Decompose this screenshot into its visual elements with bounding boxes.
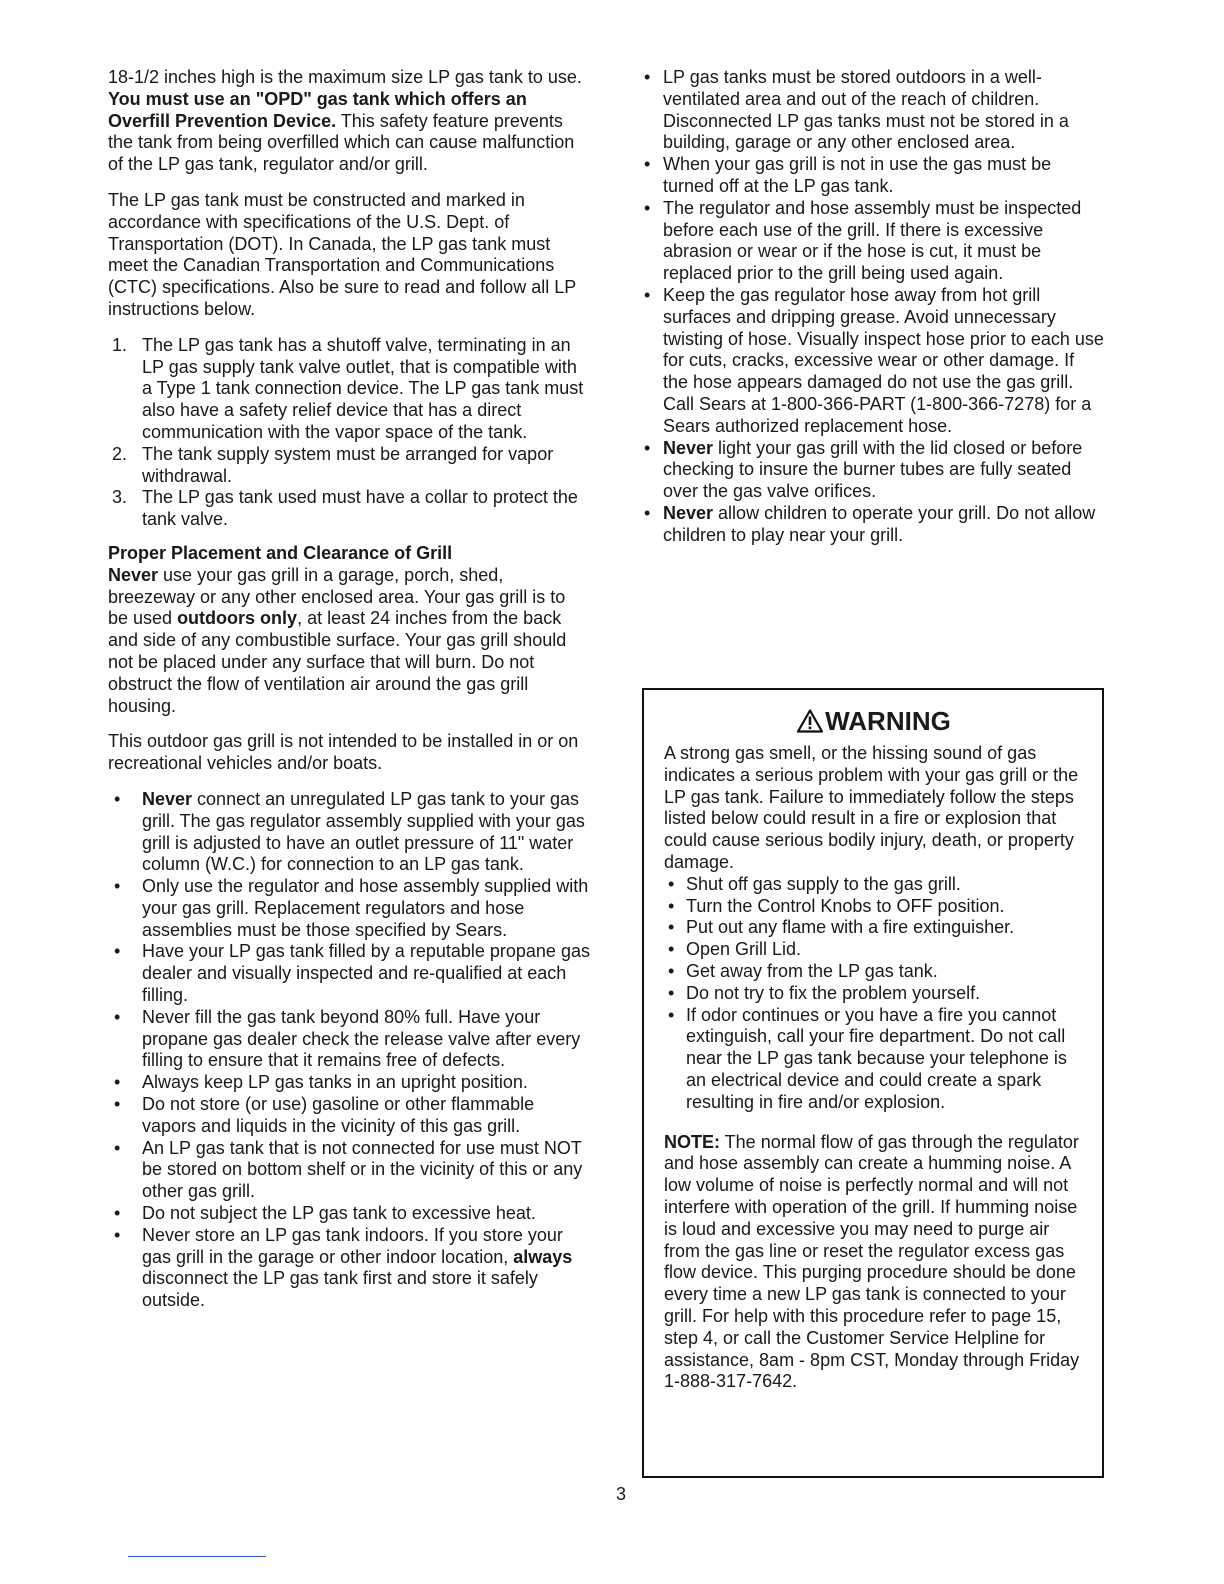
storage-bullet-list — [642, 67, 1104, 547]
note-label: NOTE: — [664, 1131, 720, 1152]
rv-paragraph: This outdoor gas grill is not intended to be installed in or on recreational vehicles and/or boats. — [108, 731, 579, 774]
page-number: 3 — [616, 1484, 627, 1504]
list-item: • Open Grill Lid. — [664, 939, 1084, 961]
never-emphasis: Never — [663, 502, 714, 523]
footer-rule — [128, 1556, 266, 1557]
list-item — [642, 503, 1104, 547]
list-item: • Do not store (or use) gasoline or other flammable vapors and liquids in the vicinity of this gas grill. — [108, 1094, 590, 1138]
list-item: • Do not try to fix the problem yourself. — [664, 983, 1084, 1005]
list-item: • Only use the regulator and hose assembly supplied with your gas grill. Replacement regulators and hose assemblies must be those specified by Sears. — [108, 876, 590, 941]
list-item: • Shut off gas supply to the gas grill. — [664, 874, 1084, 896]
item-text: The tank supply system must be arranged for vapor withdrawal. — [142, 443, 554, 486]
item-number: 3. — [112, 487, 128, 508]
list-item: • Have your LP gas tank filled by a reputable propane gas dealer and visually inspected and re-qualified at each filling. — [108, 941, 590, 1006]
placement-paragraph — [108, 565, 590, 718]
list-item — [108, 444, 590, 488]
list-item — [108, 335, 590, 444]
bullet-text-cont: disconnect the LP gas tank first and store it safely outside. — [142, 1268, 538, 1311]
tank-requirements-list — [108, 335, 590, 531]
list-item — [108, 789, 590, 876]
item-text: The LP gas tank has a shutoff valve, terminating in an LP gas supply tank valve outlet, that is compatible with a Type 1 tank connection device. The LP gas tank must also have a safety relief device that has a direct communication with the vapor space of the tank. — [142, 334, 584, 442]
bullet-text: light your gas grill with the lid closed or before checking to insure the burner tubes are fully seated over the gas valve orifices. — [663, 437, 1083, 502]
warning-triangle-icon — [797, 707, 823, 741]
bullet-text: connect an unregulated LP gas tank to your gas grill. The gas regulator assembly supplied with your gas grill is adjusted to have an outlet pressure of 11" water column (W.C.) for connection to an LP gas tank. — [142, 788, 585, 875]
outdoors-only-emphasis: outdoors only — [177, 608, 298, 629]
safety-bullet-list — [108, 789, 590, 1312]
list-item: • If odor continues or you have a fire you cannot extinguish, call your fire department. Do not call near the LP gas tank because your telephone is an electrical device and could create a spark resulting in fire and/or explosion. — [664, 1005, 1084, 1114]
never-emphasis: Never — [142, 788, 193, 809]
bullet-text: allow children to operate your grill. Do not allow children to play near your grill. — [663, 502, 1096, 545]
list-item: • The regulator and hose assembly must be inspected before each use of the grill. If there is excessive abrasion or wear or if the hose is cut, it must be replaced prior to the grill being used again. — [642, 198, 1104, 285]
intro-text-cont: This safety feature prevents the tank from being overfilled which can cause malfunction of the LP gas tank, regulator and/or grill. — [108, 110, 575, 175]
note-text: The normal flow of gas through the regulator and hose assembly can create a humming noise. A low volume of noise is perfectly normal and will not interfere with operation of the grill. If humming noise is loud and excessive you may need to purge air from the gas line or reset the regulator excess gas flow device. This purging procedure should be done every time a new LP gas tank is connected to your grill. For help with this procedure refer to page 15, step 4, or call the Customer Service Helpline for assistance, 8am - 8pm CST, Monday through Friday 1-888-317-7642. — [664, 1131, 1080, 1392]
section-heading: Proper Placement and Clearance of Grill — [108, 542, 453, 563]
list-item — [108, 487, 590, 531]
warning-title — [664, 704, 1084, 741]
always-emphasis: always — [513, 1246, 573, 1267]
item-text: The LP gas tank used must have a collar to protect the tank valve. — [142, 487, 578, 530]
warning-title-text: WARNING — [825, 706, 951, 736]
never-emphasis: Never — [108, 564, 159, 585]
never-emphasis: Never — [663, 437, 714, 458]
placement-text: use your gas grill in a garage, porch, shed, breezeway or any other enclosed area. Your gas grill is to be used — [108, 564, 566, 629]
list-item: • An LP gas tank that is not connected for use must NOT be stored on bottom shelf or in the vicinity of this or any other gas grill. — [108, 1138, 590, 1203]
opd-requirement: You must use an "OPD" gas tank which offers an Overfill Prevention Device. — [108, 88, 527, 131]
list-item: • Put out any flame with a fire extinguisher. — [664, 917, 1084, 939]
list-item: • LP gas tanks must be stored outdoors in a well-ventilated area and out of the reach of children. Disconnected LP gas tanks must not be stored in a building, garage or any other enclosed area. — [642, 67, 1104, 154]
item-number: 1. — [112, 334, 128, 355]
list-item: • Always keep LP gas tanks in an upright position. — [108, 1072, 590, 1094]
dot-paragraph: The LP gas tank must be constructed and marked in accordance with specifications of the U.S. Dept. of Transportation (DOT). In Canada, the LP gas tank must meet the Canadian Transportation and Communications (CTC) specifications. Also be sure to read and follow all LP instructions below. — [108, 189, 576, 319]
warning-intro: A strong gas smell, or the hissing sound of gas indicates a serious problem with your gas grill or the LP gas tank. Failure to immediately follow the steps listed below could result in a fire or explosion that could cause serious bodily injury, death, or property damage. — [664, 743, 1079, 872]
bullet-text: Never store an LP gas tank indoors. If you store your gas grill in the garage or other indoor location, — [142, 1224, 563, 1267]
list-item: • When your gas grill is not in use the gas must be turned off at the LP gas tank. — [642, 154, 1104, 198]
left-column — [108, 67, 590, 1320]
warning-box — [642, 688, 1104, 1478]
item-number: 2. — [112, 443, 128, 464]
list-item — [642, 438, 1104, 503]
placement-text-cont: , at least 24 inches from the back and side of any combustible surface. Your gas grill should not be placed under any surface that will burn. Do not obstruct the flow of ventilation air around the gas grill housing. — [108, 608, 567, 716]
note-paragraph — [664, 1132, 1084, 1394]
intro-paragraph — [108, 67, 590, 176]
list-item: • Never fill the gas tank beyond 80% full. Have your propane gas dealer check the release valve after every filling to ensure that it remains free of defects. — [108, 1007, 590, 1072]
list-item: • Turn the Control Knobs to OFF position. — [664, 896, 1084, 918]
list-item: • Get away from the LP gas tank. — [664, 961, 1084, 983]
warning-steps-list — [664, 874, 1084, 1114]
list-item: • Do not subject the LP gas tank to excessive heat. — [108, 1203, 590, 1225]
list-item — [108, 1225, 590, 1312]
right-column — [642, 67, 1104, 547]
intro-text: 18-1/2 inches high is the maximum size LP gas tank to use. — [108, 67, 582, 87]
list-item: • Keep the gas regulator hose away from hot grill surfaces and dripping grease. Avoid unnecessary twisting of hose. Visually inspect hose prior to each use for cuts, cracks, excessive wear or other damage. If the hose appears damaged do not use the gas grill. Call Sears at 1-800-366-PART (1-800-366-7278) for a Sears authorized replacement hose. — [642, 285, 1104, 438]
